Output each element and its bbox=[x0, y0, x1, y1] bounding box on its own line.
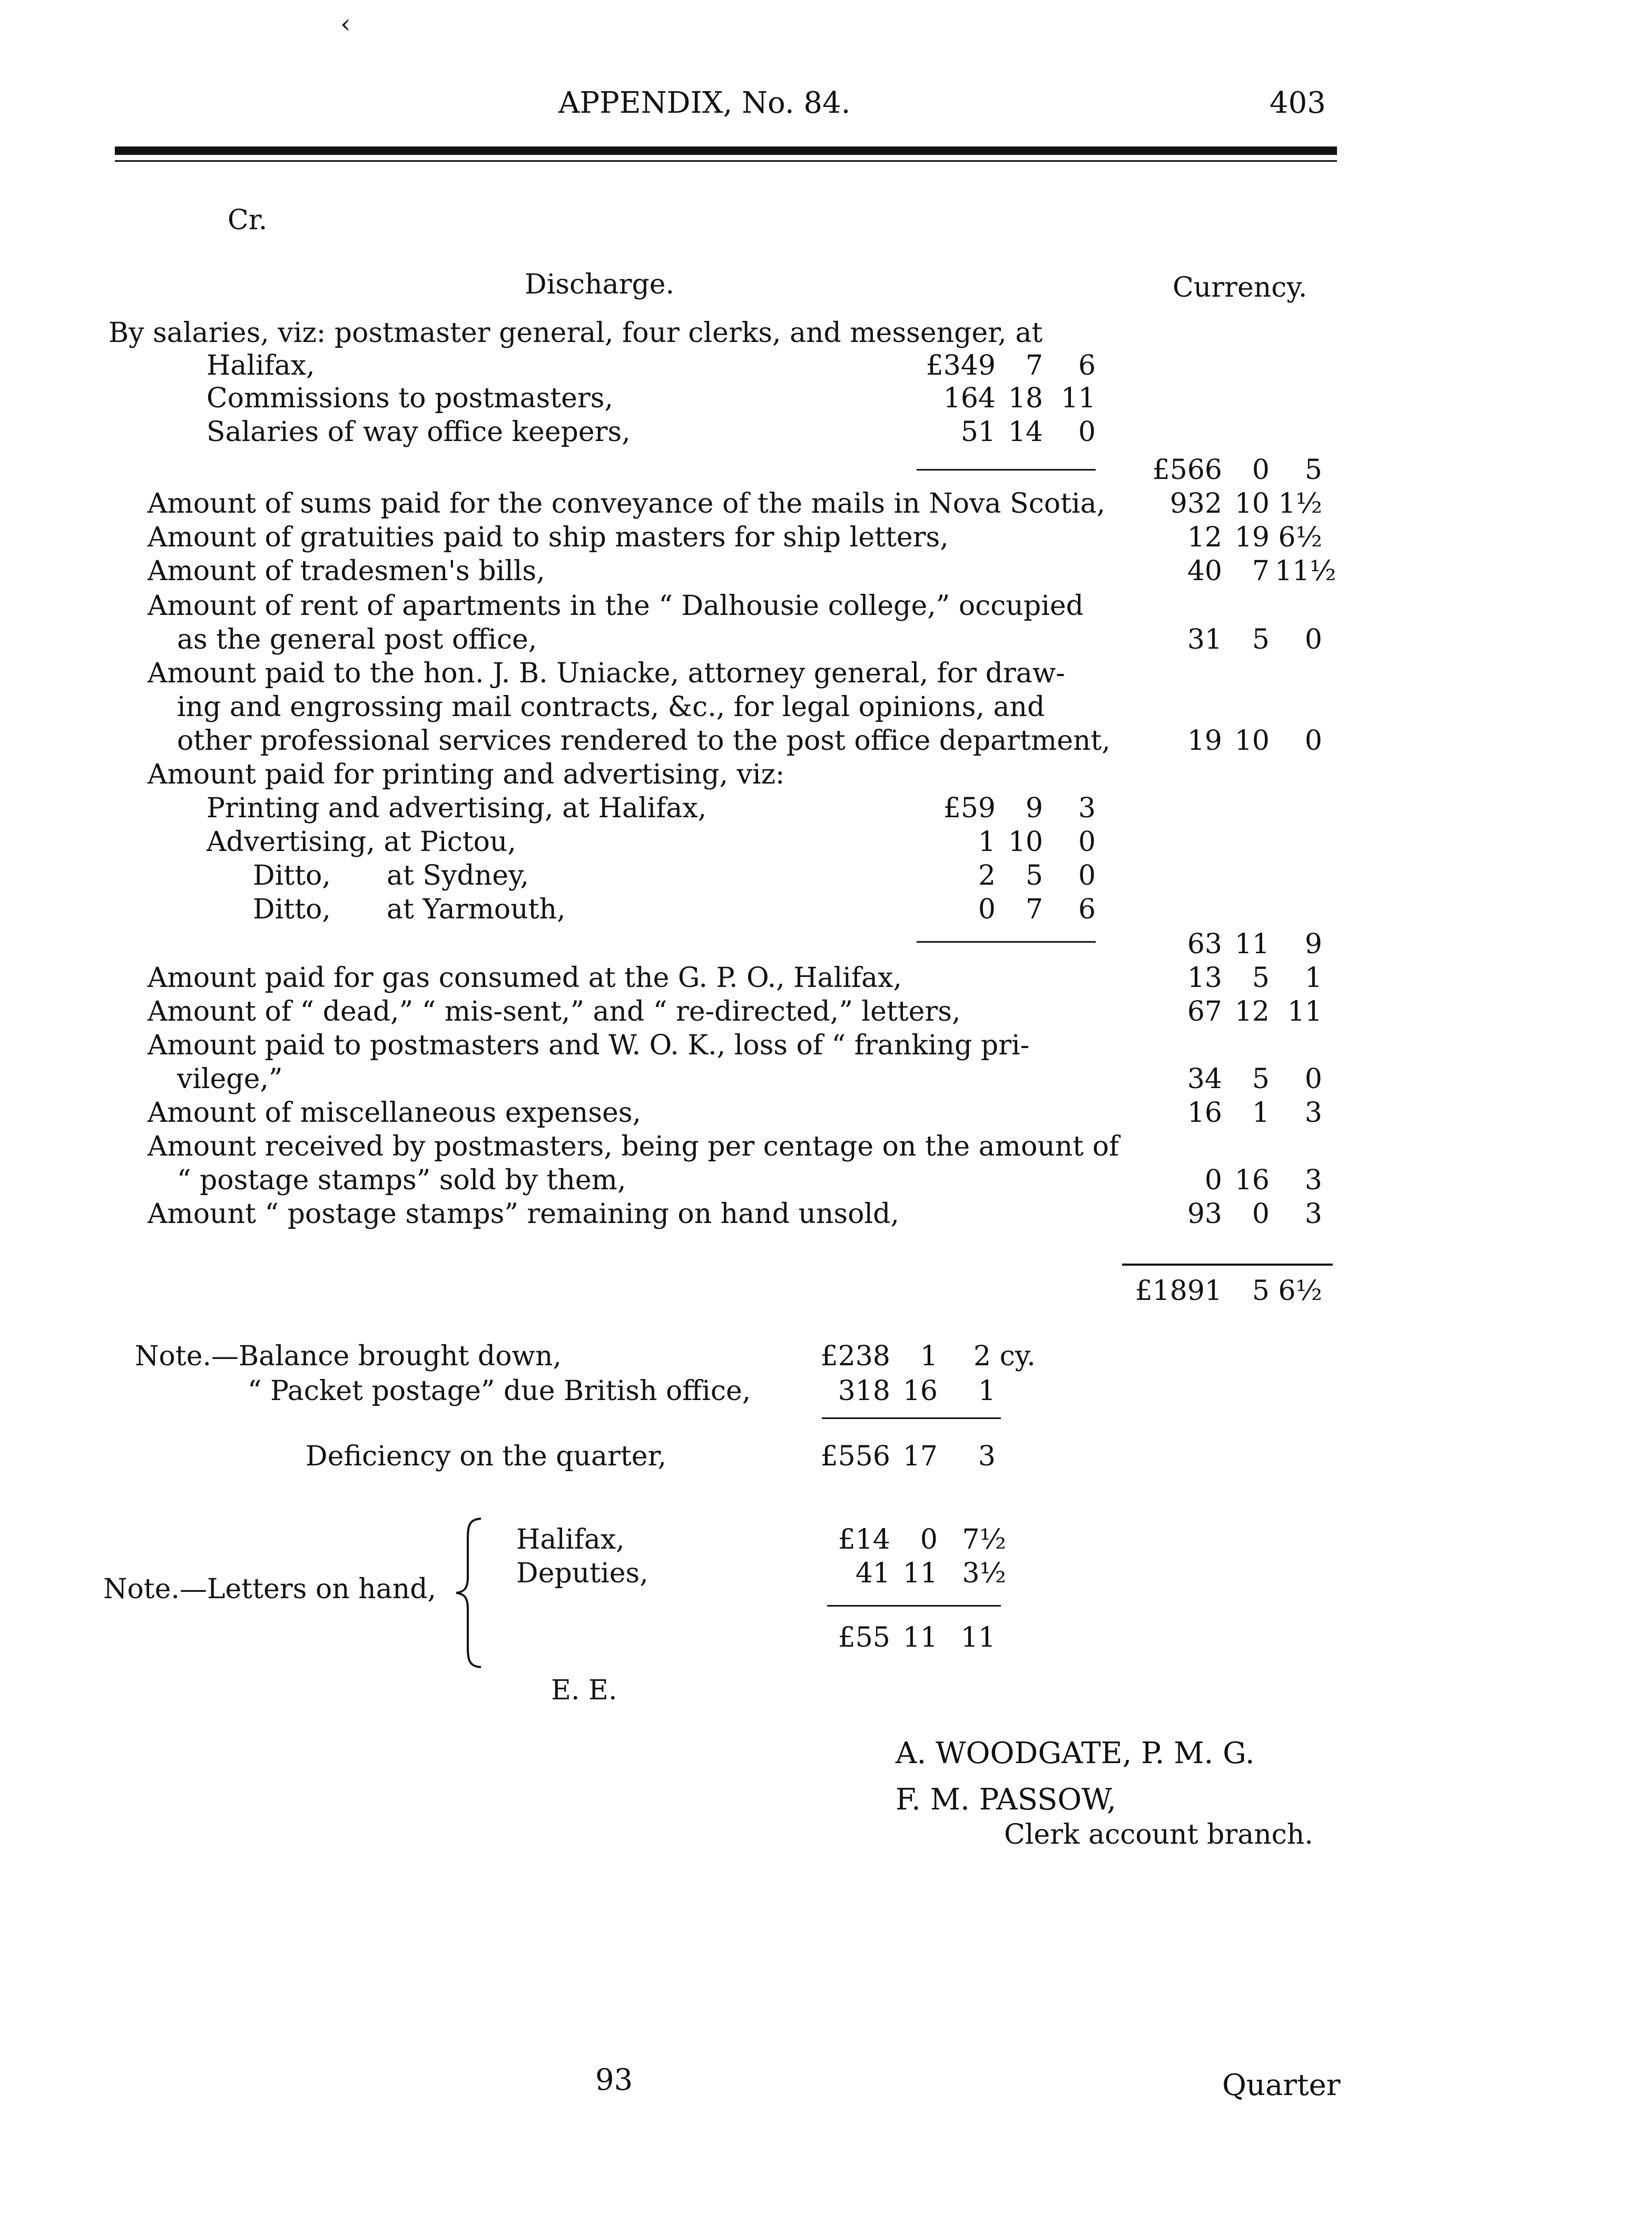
pounds: £238 bbox=[820, 1340, 890, 1372]
pounds: 0 bbox=[1204, 1165, 1222, 1196]
pounds: £556 bbox=[820, 1441, 890, 1472]
signature-woodgate: A. WOODGATE, P. M. G. bbox=[896, 1736, 1255, 1770]
entry-text: Amount paid to postmasters and W. O. K., loss of “ franking pri- bbox=[148, 1030, 1030, 1061]
pence: 6 bbox=[1078, 350, 1096, 381]
shillings: 9 bbox=[1025, 792, 1043, 824]
pence: 3 bbox=[1304, 1198, 1322, 1230]
printing-sum-rule bbox=[917, 941, 1096, 943]
page-number: 403 bbox=[1270, 86, 1326, 120]
pounds: 13 bbox=[1187, 962, 1222, 994]
pounds: £566 bbox=[1152, 454, 1222, 486]
pence: 6 bbox=[1078, 894, 1096, 925]
shillings: 11 bbox=[902, 1558, 938, 1589]
shillings: 10 bbox=[1008, 826, 1043, 858]
header-thick-rule bbox=[115, 146, 1337, 155]
pounds: 34 bbox=[1187, 1063, 1222, 1095]
catchword: Quarter bbox=[1222, 2068, 1341, 2102]
pence: 3 bbox=[1304, 1165, 1322, 1196]
pence: 11 bbox=[1287, 996, 1322, 1028]
pounds: 932 bbox=[1169, 488, 1222, 520]
entry-text: vilege,” bbox=[177, 1063, 283, 1095]
note-packet-label: “ Packet postage” due British office, bbox=[248, 1375, 751, 1407]
item-label: Ditto, bbox=[253, 894, 331, 925]
shillings: 5 bbox=[1252, 624, 1270, 655]
pence: 6½ bbox=[1278, 522, 1322, 553]
pounds: 318 bbox=[838, 1375, 890, 1407]
shillings: 19 bbox=[1234, 522, 1270, 553]
stray-mark: ‹ bbox=[340, 8, 351, 39]
item-label: Ditto, bbox=[253, 860, 331, 892]
pence: 11½ bbox=[1275, 555, 1336, 587]
shillings: 5 bbox=[1252, 1275, 1270, 1307]
shillings: 14 bbox=[1008, 416, 1043, 448]
pounds: 63 bbox=[1187, 928, 1222, 960]
item-label: Printing and advertising, at Halifax, bbox=[206, 792, 707, 824]
shillings: 5 bbox=[1025, 860, 1043, 892]
letters-sum-rule bbox=[827, 1605, 1001, 1607]
errors-excepted: E. E. bbox=[551, 1675, 617, 1706]
salaries-sum-rule bbox=[917, 469, 1096, 471]
note-sum-rule bbox=[822, 1417, 1001, 1419]
item-label: Salaries of way office keepers, bbox=[206, 416, 631, 448]
printing-intro: Amount paid for printing and advertising, viz: bbox=[148, 759, 785, 790]
pence: 3 bbox=[1304, 1097, 1322, 1129]
item-label: Halifax, bbox=[206, 350, 315, 381]
pounds: £55 bbox=[838, 1622, 890, 1653]
pence: 0 bbox=[1304, 1063, 1322, 1095]
entry-text: other professional services rendered to the post office department, bbox=[177, 725, 1110, 757]
pounds: £349 bbox=[926, 350, 996, 381]
pence: 3 bbox=[978, 1441, 996, 1472]
currency-heading: Currency. bbox=[1173, 272, 1307, 304]
shillings: 17 bbox=[902, 1441, 938, 1472]
shillings: 1 bbox=[920, 1340, 938, 1372]
shillings: 5 bbox=[1252, 962, 1270, 994]
salaries-intro: By salaries, viz: postmaster general, four clerks, and messenger, at bbox=[109, 317, 1043, 349]
note-balance-label: Note.—Balance brought down, bbox=[135, 1340, 562, 1372]
letters-item-label: Deputies, bbox=[516, 1558, 648, 1589]
pence: 3 bbox=[1078, 792, 1096, 824]
pounds: 41 bbox=[855, 1558, 890, 1589]
shillings: 10 bbox=[1234, 725, 1270, 757]
pence: 1½ bbox=[1278, 488, 1322, 520]
header-thin-rule bbox=[115, 160, 1337, 162]
letters-item-label: Halifax, bbox=[516, 1524, 625, 1555]
pounds: 12 bbox=[1187, 522, 1222, 553]
shillings: 16 bbox=[1234, 1165, 1270, 1196]
entry-text: Amount of rent of apartments in the “ Dalhousie college,” occupied bbox=[148, 590, 1084, 622]
entry-text: as the general post office, bbox=[177, 624, 537, 655]
pounds: 51 bbox=[960, 416, 996, 448]
shillings: 12 bbox=[1234, 996, 1270, 1028]
pounds: 1 bbox=[978, 826, 996, 858]
shillings: 10 bbox=[1234, 488, 1270, 520]
pounds: 67 bbox=[1187, 996, 1222, 1028]
pounds: 2 bbox=[978, 860, 996, 892]
pounds: 164 bbox=[943, 383, 996, 414]
pence: 0 bbox=[1078, 860, 1096, 892]
shillings: 1 bbox=[1252, 1097, 1270, 1129]
pounds: 0 bbox=[978, 894, 996, 925]
shillings: 7 bbox=[1252, 555, 1270, 587]
credit-side-label: Cr. bbox=[228, 204, 268, 236]
entry-text: Amount of tradesmen's bills, bbox=[148, 555, 545, 587]
entry-text: Amount received by postmasters, being per centage on the amount of bbox=[148, 1131, 1119, 1162]
shillings: 5 bbox=[1252, 1063, 1270, 1095]
entry-text: ing and engrossing mail contracts, &c., for legal opinions, and bbox=[177, 691, 1045, 723]
pence: 5 bbox=[1304, 454, 1322, 486]
shillings: 7 bbox=[1025, 894, 1043, 925]
pounds: 93 bbox=[1187, 1198, 1222, 1230]
entry-text: Amount of “ dead,” “ mis-sent,” and “ re-directed,” letters, bbox=[148, 996, 961, 1028]
entry-text: Amount paid for gas consumed at the G. P. O., Halifax, bbox=[148, 962, 902, 994]
pence: 0 bbox=[1078, 826, 1096, 858]
signature-title: Clerk account branch. bbox=[1004, 1819, 1313, 1851]
signature-mark: 93 bbox=[595, 2063, 633, 2097]
pence: 11 bbox=[1060, 383, 1096, 414]
pounds: £1891 bbox=[1135, 1275, 1222, 1307]
item-place: at Sydney, bbox=[387, 860, 529, 892]
item-label: Commissions to postmasters, bbox=[206, 383, 614, 414]
entry-text: Amount of sums paid for the conveyance of the mails in Nova Scotia, bbox=[148, 488, 1106, 520]
grand-total-rule bbox=[1122, 1264, 1333, 1266]
pence: 7½ bbox=[962, 1524, 1006, 1555]
entry-text: Amount of gratuities paid to ship masters for ship letters, bbox=[148, 522, 949, 553]
pence: 1 bbox=[1304, 962, 1322, 994]
note-letters-label: Note.—Letters on hand, bbox=[103, 1573, 437, 1605]
entry-text: “ postage stamps” sold by them, bbox=[177, 1165, 626, 1196]
pounds: £59 bbox=[943, 792, 996, 824]
entry-text: Amount paid to the hon. J. B. Uniacke, attorney general, for draw- bbox=[148, 658, 1065, 689]
discharge-heading: Discharge. bbox=[525, 269, 675, 300]
item-label: Advertising, at Pictou, bbox=[206, 826, 516, 858]
item-place: at Yarmouth, bbox=[387, 894, 566, 925]
shillings: 0 bbox=[1252, 454, 1270, 486]
pence: 0 bbox=[1304, 624, 1322, 655]
pounds: 40 bbox=[1187, 555, 1222, 587]
shillings: 11 bbox=[1234, 928, 1270, 960]
note-deficiency-label: Deficiency on the quarter, bbox=[306, 1441, 667, 1472]
shillings: 16 bbox=[902, 1375, 938, 1407]
pence: 0 bbox=[1304, 725, 1322, 757]
pence: 3½ bbox=[962, 1558, 1006, 1589]
pence: 2 cy. bbox=[974, 1340, 1036, 1372]
pence: 0 bbox=[1078, 416, 1096, 448]
page-title: APPENDIX, No. 84. bbox=[558, 86, 851, 120]
shillings: 18 bbox=[1008, 383, 1043, 414]
signature-passow: F. M. PASSOW, bbox=[896, 1783, 1116, 1817]
pence: 6½ bbox=[1278, 1275, 1322, 1307]
shillings: 7 bbox=[1025, 350, 1043, 381]
shillings: 0 bbox=[1252, 1198, 1270, 1230]
left-brace-icon bbox=[452, 1516, 489, 1669]
shillings: 0 bbox=[920, 1524, 938, 1555]
pounds: 16 bbox=[1187, 1097, 1222, 1129]
pence: 9 bbox=[1304, 928, 1322, 960]
pounds: 31 bbox=[1187, 624, 1222, 655]
pence: 11 bbox=[960, 1622, 996, 1653]
entry-text: Amount of miscellaneous expenses, bbox=[148, 1097, 642, 1129]
entry-text: Amount “ postage stamps” remaining on hand unsold, bbox=[148, 1198, 899, 1230]
shillings: 11 bbox=[902, 1622, 938, 1653]
pounds: £14 bbox=[838, 1524, 890, 1555]
pounds: 19 bbox=[1187, 725, 1222, 757]
pence: 1 bbox=[978, 1375, 996, 1407]
